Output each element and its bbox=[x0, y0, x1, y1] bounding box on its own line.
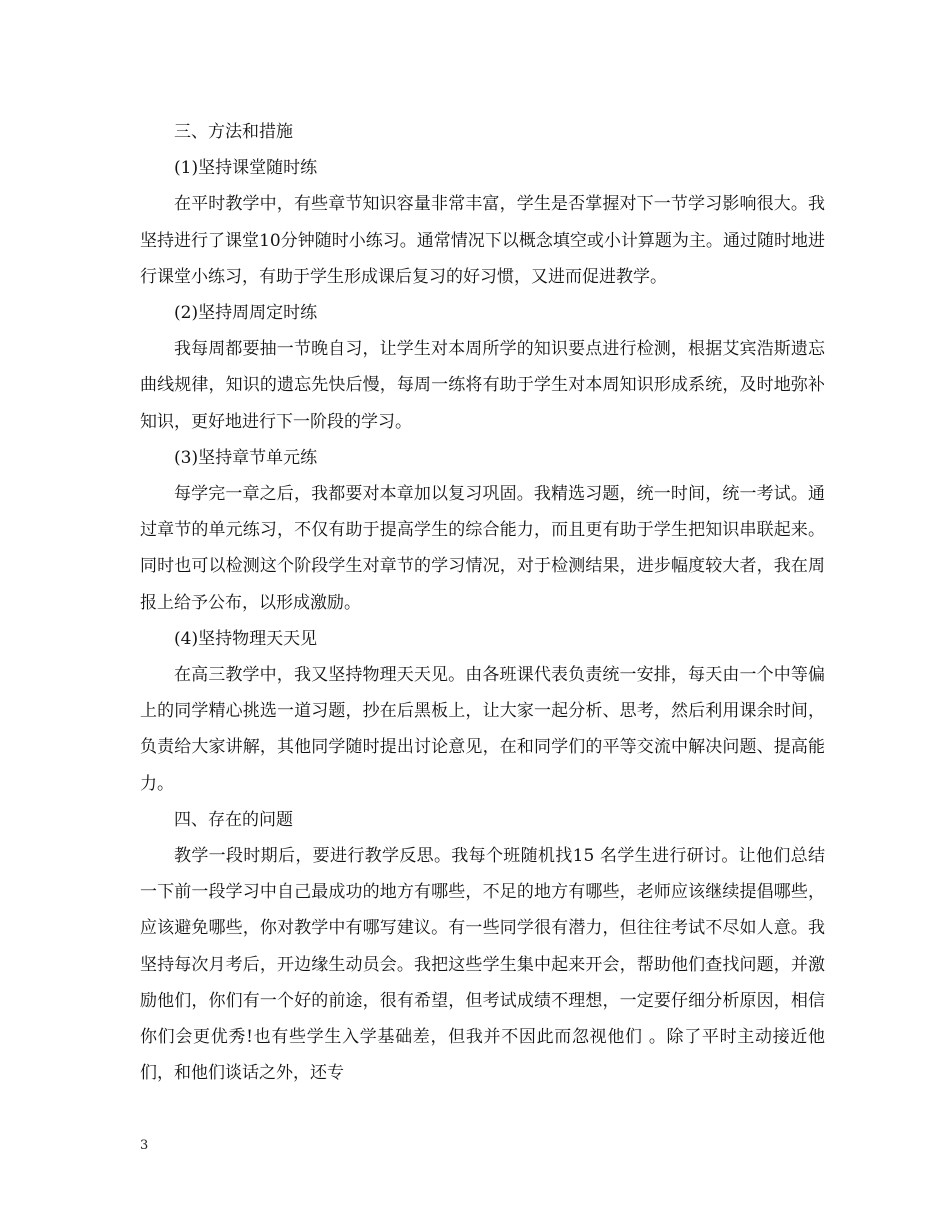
paragraph-classroom-practice: 在平时教学中，有些章节知识容量非常丰富，学生是否掌握对下一节学习影响很大。我坚持进行了课堂10分钟随时小练习。通常情况下以概念填空或小计算题为主。通过随时地进行课堂小练习，有助于学生形成课后复习的好习惯，又进而促进教学。 bbox=[140, 194, 825, 287]
section-heading-problems: 四、存在的问题 bbox=[174, 809, 293, 830]
subheading-unit-practice: (3)坚持章节单元练 bbox=[174, 447, 318, 468]
page-number: 3 bbox=[140, 1138, 149, 1153]
paragraph-problems: 教学一段时期后，要进行教学反思。我每个班随机找15 名学生进行研讨。让他们总结一下前一段学习中自己最成功的地方有哪些，不足的地方有哪些，老师应该继续提倡哪些，应该避免哪些，你对教学中有哪写建议。有一些同学很有潜力，但往往考试不尽如人意。我坚持每次月考后，开边缘生动员会。我把这些学生集中起来开会，帮助他们查找问题，并激励他们，你们有一个好的前途，很有希望，但考试成绩不理想，一定要仔细分析原因，相信你们会更优秀!也有些学生入学基础差，但我并不因此而忽视他们 。除了平时主动接近他们，和他们谈话之外，还专 bbox=[140, 846, 825, 1084]
paragraph-weekly-practice: 我每周都要抽一节晚自习，让学生对本周所学的知识要点进行检测，根据艾宾浩斯遗忘曲线规律，知识的遗忘先快后慢，每周一练将有助于学生对本周知识形成系统，及时地弥补知识，更好地进行下一阶段的学习。 bbox=[140, 339, 825, 432]
subheading-weekly-practice: (2)坚持周周定时练 bbox=[174, 303, 318, 324]
subheading-daily-physics: (4)坚持物理天天见 bbox=[174, 628, 318, 649]
paragraph-unit-practice: 每学完一章之后，我都要对本章加以复习巩固。我精选习题，统一时间，统一考试。通过章节的单元练习，不仅有助于提高学生的综合能力，而且更有助于学生把知识串联起来。同时也可以检测这个阶段学生对章节的学习情况，对于检测结果，进步幅度较大者，我在周报上给予公布，以形成激励。 bbox=[140, 484, 825, 613]
subheading-classroom-practice: (1)坚持课堂随时练 bbox=[174, 158, 318, 179]
paragraph-daily-physics: 在高三教学中，我又坚持物理天天见。由各班课代表负责统一安排，每天由一个中等偏上的同学精心挑选一道习题，抄在后黑板上，让大家一起分析、思考，然后利用课余时间，负责给大家讲解，其他同学随时提出讨论意见，在和同学们的平等交流中解决问题、提高能力。 bbox=[140, 665, 825, 794]
section-heading-methods: 三、方法和措施 bbox=[174, 122, 293, 142]
document-body bbox=[140, 114, 825, 1091]
